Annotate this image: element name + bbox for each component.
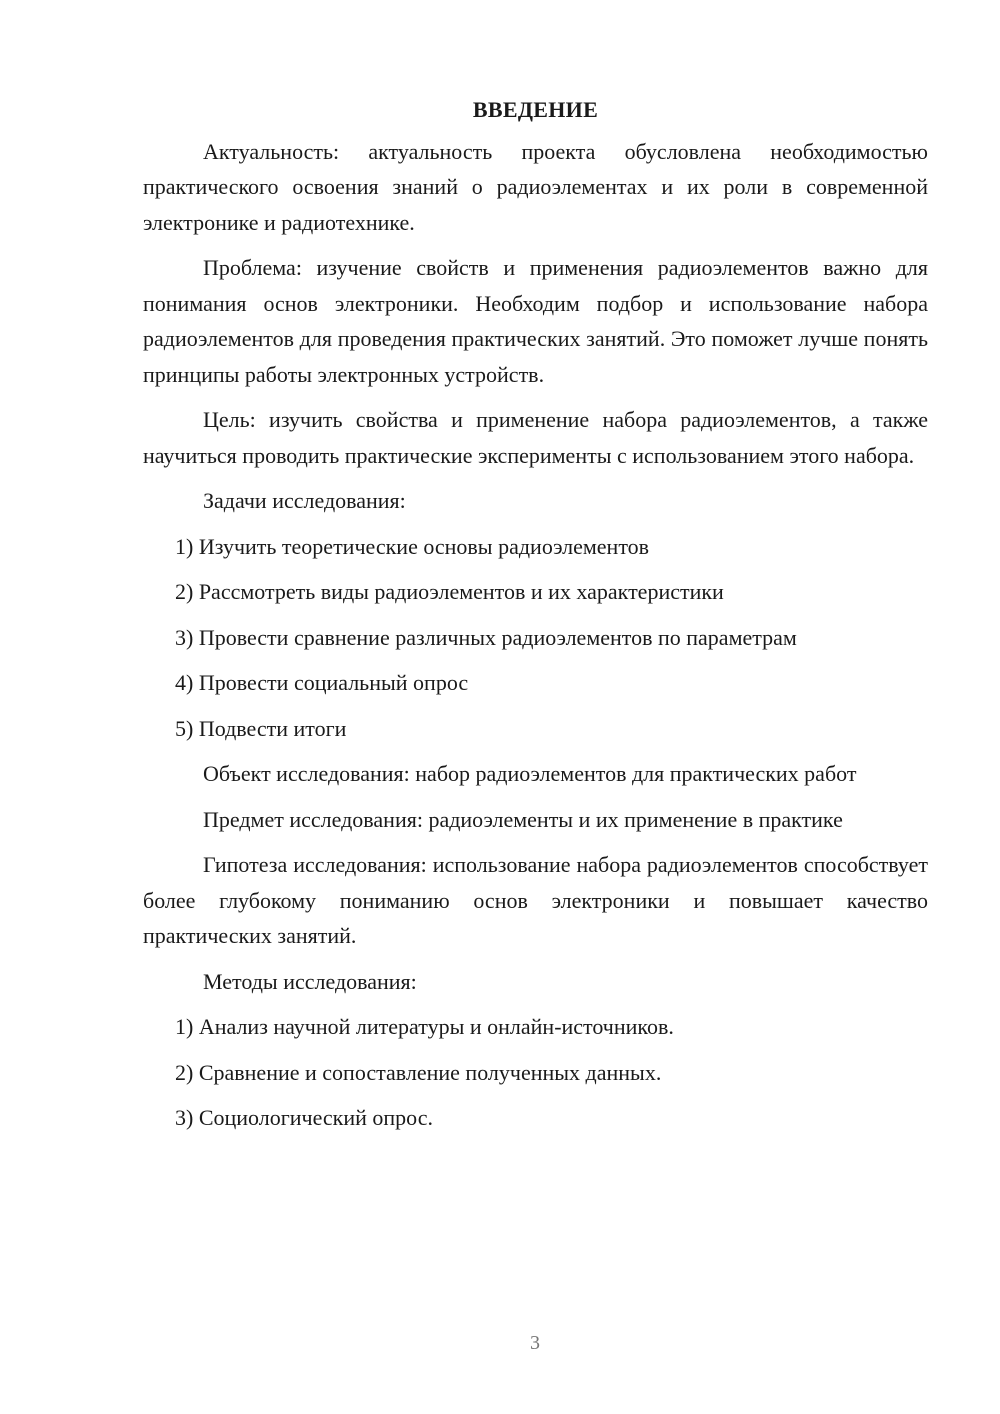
list-item: 3) Провести сравнение различных радиоэлементов по параметрам [175,624,797,650]
list-item: 1) Изучить теоретические основы радиоэлементов [175,533,650,559]
list-item: 2) Рассмотреть виды радиоэлементов и их характеристики [175,579,724,604]
paragraph-problem: Проблема: изучение свойств и применения радиоэлементов важно для понимания основ электроники. Необходим подбор и использование набора радиоэлементов для проведения практических занятий. Это поможет лучше понять принципы работы электронных устройств. [143,255,928,387]
page-number: 3 [530,1332,540,1354]
list-item: 1) Анализ научной литературы и онлайн-источников. [175,1014,674,1039]
document-page [143,92,928,1146]
paragraph-relevance: Актуальность: актуальность проекта обусловлена необходимостью практического освоения знаний о радиоэлементах и их роли в современной электронике и радиотехнике. [143,138,928,235]
methods-heading: Методы исследования: [203,968,417,994]
paragraph-object: Объект исследования: набор радиоэлементов для практических работ [203,761,857,786]
methods-list [143,1009,928,1136]
list-item: 4) Провести социальный опрос [175,670,469,695]
page-title: ВВЕДЕНИЕ [472,97,599,122]
list-item: 3) Социологический опрос. [175,1105,433,1130]
paragraph-hypothesis: Гипотеза исследования: использование набора радиоэлементов способствует более глубокому пониманию основ электроники и повышает качество практических занятий. [143,852,928,948]
list-item: 5) Подвести итоги [175,715,347,741]
tasks-heading: Задачи исследования: [203,488,406,513]
tasks-list [143,529,928,747]
list-item: 2) Сравнение и сопоставление полученных данных. [175,1059,662,1085]
paragraph-goal: Цель: изучить свойства и применение набора радиоэлементов, а также научиться проводить практические эксперименты с использованием этого набора. [143,407,928,468]
paragraph-subject: Предмет исследования: радиоэлементы и их применение в практике [203,806,843,832]
